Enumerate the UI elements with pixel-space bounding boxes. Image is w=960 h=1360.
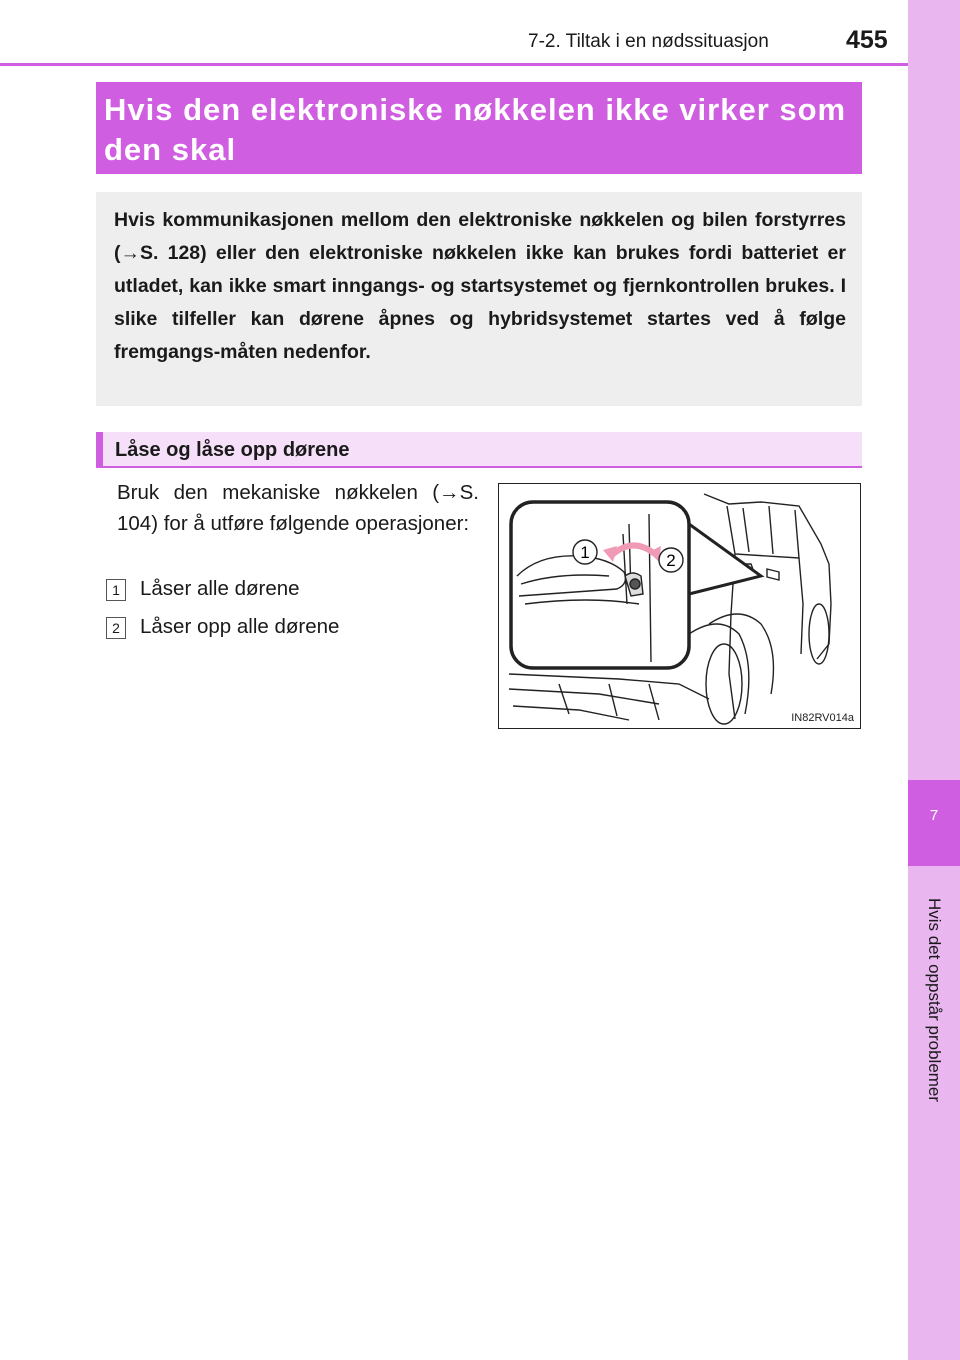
chapter-number: 7 [908,780,960,866]
step-text: Låser opp alle dørene [140,615,340,638]
step-item [106,577,300,601]
subsection-heading: Låse og låse opp dørene [96,432,862,468]
page-number: 455 [846,26,888,54]
chapter-title: Hvis det oppstår problemer [925,897,944,1103]
car-door-drawing [499,484,861,729]
callout-1-label: 1 [580,543,590,562]
step-item [106,615,339,639]
key-lock-illustration [498,483,861,729]
callout-2-label: 2 [666,551,676,570]
header-section-title: 7-2. Tiltak i en nødssituasjon [528,31,769,52]
section-title: Hvis den elektroniske nøkkelen ikke virker som den skal [96,82,862,174]
header-divider [0,63,908,66]
body-paragraph: Bruk den mekaniske nøkkelen (→S. 104) for å utføre følgende operasjoner: [117,481,479,535]
step-text: Låser alle dørene [140,577,300,600]
figure-code: IN82RV014a [791,712,854,724]
intro-box [96,192,862,406]
step-number-badge: 1 [106,579,126,601]
chapter-side-tab [908,0,960,1360]
intro-text: Hvis kommunikasjonen mellom den elektroniske nøkkelen og bilen forstyrres (→S. 128) eller den elektroniske nøkkelen ikke kan brukes fordi batteriet er utladet, kan ikke smart inngangs- og startsystemet og fjernkontrollen brukes. I slike tilfeller kan dørene åpnes og hybridsystemet startes ved å følge fremgangs-måten nedenfor. [114,209,846,363]
step-number-badge: 2 [106,617,126,639]
